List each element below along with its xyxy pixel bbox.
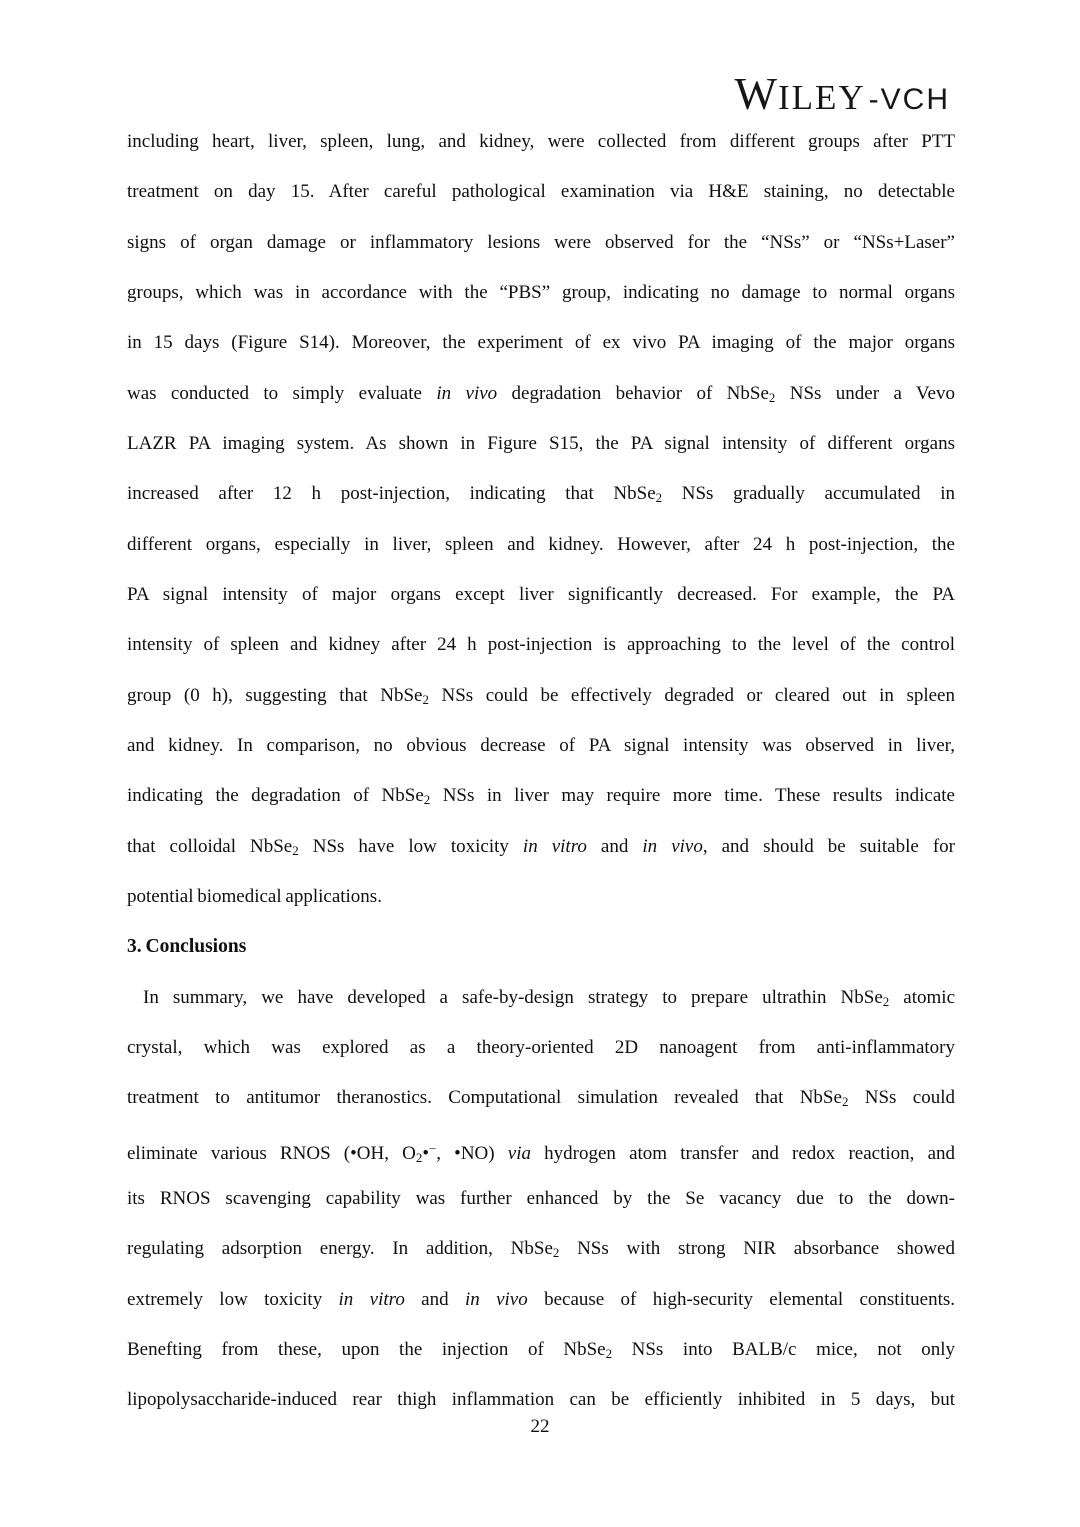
text-segment: − [428,1140,437,1156]
text-segment: PA signal intensity of major organs except liver significantly decreased. For example, the PA [127,583,955,605]
text-segment: its RNOS scavenging capability was further enhanced by the Se vacancy due to the down- [127,1187,955,1209]
section-heading: 3. Conclusions [127,936,247,958]
text-line [127,570,955,620]
text-line [127,671,955,721]
text-line [127,1124,955,1174]
text-segment: 2 [292,842,299,858]
logo-hyphen: - [868,83,879,116]
document-body [127,117,955,1426]
text-line [127,218,955,268]
text-segment: 2 [655,490,663,506]
text-segment: , and should be suitable for [702,835,955,857]
text-line [127,117,955,167]
text-segment: NSs in liver may require more time. These results indicate [430,785,955,807]
text-segment: In summary, we have developed a safe-by-design strategy to prepare ultrathin NbSe [143,986,883,1008]
text-segment: treatment on day 15. After careful pathological examination via H&E staining, no detectable [127,181,955,203]
text-segment: NSs have low toxicity [298,835,523,857]
page-number: 22 [530,1416,550,1437]
text-segment: NSs could [848,1087,955,1109]
text-segment: because of high-security elemental constituents. [527,1288,955,1310]
text-segment: in vitro [338,1288,405,1310]
text-segment: increased after 12 h post-injection, indicating that NbSe [127,483,656,505]
text-segment: NSs into BALB/c mice, not only [612,1338,956,1360]
text-segment: via [507,1142,531,1164]
text-segment: crystal, which was explored as a theory-oriented 2D nanoagent from anti-inflammatory [127,1036,955,1058]
text-segment: and [404,1288,465,1310]
text-segment: NSs with strong NIR absorbance showed [559,1238,955,1260]
text-segment: • [422,1142,429,1164]
text-segment: and [586,835,643,857]
text-segment: NSs could be effectively degraded or cleared out in spleen [428,684,955,706]
text-segment: 2 [882,993,890,1009]
text-line [127,771,955,821]
text-segment: Benefting from these, upon the injection of NbSe [127,1338,606,1360]
text-segment: 2 [423,792,431,808]
text-segment: groups, which was in accordance with the “PBS” group, indicating no damage to normal organs [127,281,955,303]
text-line [127,1023,955,1073]
text-line [127,419,955,469]
text-line [127,973,955,1023]
text-segment: in vivo [436,382,498,404]
text-segment: group (0 h), suggesting that NbSe [127,684,423,706]
text-segment: 2 [605,1345,613,1361]
text-segment: 2 [768,389,776,405]
logo-vch: VCH [880,83,950,116]
text-segment: intensity of spleen and kidney after 24 h post-injection is approaching to the level of the control [127,634,955,656]
text-line [127,822,955,872]
text-segment: regulating adsorption energy. In addition, NbSe [127,1238,553,1260]
text-line [127,1325,955,1375]
text-segment: NSs under a Vevo [775,382,955,404]
text-line [127,1224,955,1274]
text-line [127,318,955,368]
text-segment: extremely low toxicity [127,1288,339,1310]
text-segment: lipopolysaccharide-induced rear thigh inflammation can be efficiently inhibited in 5 days, but [127,1389,955,1411]
text-segment: in 15 days (Figure S14). Moreover, the experiment of ex vivo PA imaging of the major organs [127,332,955,354]
text-segment: and kidney. In comparison, no obvious decrease of PA signal intensity was observed in liver, [127,734,955,756]
text-segment: , •NO) [436,1142,508,1164]
text-line [127,268,955,318]
text-segment: hydrogen atom transfer and redox reaction, and [531,1142,956,1164]
text-segment: indicating the degradation of NbSe [127,785,424,807]
text-segment: atomic [889,986,955,1008]
text-line [127,369,955,419]
text-segment: eliminate various RNOS (•OH, O [127,1142,416,1164]
text-line [127,721,955,771]
text-segment: was conducted to simply evaluate [127,382,437,404]
text-line [127,1275,955,1325]
text-segment: that colloidal NbSe [127,835,293,857]
text-segment: in vivo [464,1288,528,1310]
text-line [127,1174,955,1224]
text-line [127,1073,955,1123]
wiley-vch-logo [734,69,950,119]
text-segment: potential biomedical applications. [127,885,382,907]
text-segment: signs of organ damage or inflammatory lesions were observed for the “NSs” or “NSs+Laser” [127,231,955,253]
text-segment: degradation behavior of NbSe [497,382,769,404]
text-segment: 2 [841,1094,849,1110]
text-line [127,469,955,519]
logo-iley: ILEY [777,78,866,117]
text-line [127,167,955,217]
text-segment: including heart, liver, spleen, lung, and kidney, were collected from different groups after PTT [127,131,955,152]
text-segment: treatment to antitumor theranostics. Computational simulation revealed that NbSe [127,1087,842,1109]
text-segment: 2 [552,1245,560,1261]
text-line [127,620,955,670]
text-segment: NSs gradually accumulated in [662,483,955,505]
text-segment: in vivo [642,835,703,857]
text-segment: in vitro [522,835,587,857]
text-line [127,520,955,570]
text-line [127,872,955,922]
text-segment: 2 [422,691,429,707]
text-segment: different organs, especially in liver, spleen and kidney. However, after 24 h post-injection, the [127,533,955,555]
logo-w: W [734,69,778,119]
text-segment: LAZR PA imaging system. As shown in Figure S15, the PA signal intensity of different organs [127,432,955,454]
text-segment: 2 [415,1149,423,1165]
